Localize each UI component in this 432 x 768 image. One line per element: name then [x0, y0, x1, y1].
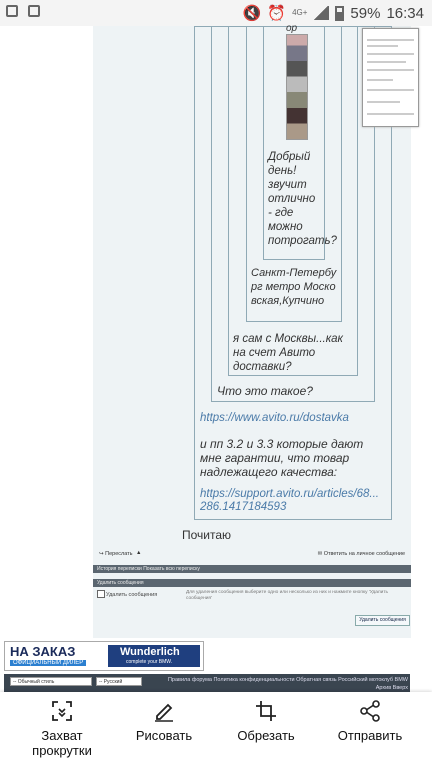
partial-text: ор	[286, 23, 298, 34]
quote-text-3: я сам с Москвы...как на счет Авито доставки?	[233, 333, 343, 373]
ad-slogan: complete your BMW.	[126, 659, 173, 665]
reply-private-button[interactable]: ✉ Ответить на личное сообщение	[317, 551, 405, 557]
footer-links[interactable]: Правила форума Политика конфиденциальности Обратная связь Российский мотоклуб BMW Архив Вверх	[167, 677, 408, 691]
web-page	[0, 23, 432, 768]
battery-icon	[335, 6, 344, 21]
wunderlich-banner[interactable]	[4, 641, 204, 671]
language-select[interactable]: -- Русский	[96, 677, 142, 686]
avito-support-link[interactable]: https://support.avito.ru/articles/68...286.1417184593	[200, 488, 379, 513]
share-button[interactable]: Отправить	[316, 700, 424, 743]
image-icon	[28, 5, 40, 17]
ad-subtitle: ОФИЦИАЛЬНЫЙ ДИЛЕР	[10, 660, 86, 666]
notification-icon	[6, 5, 18, 17]
draw-button[interactable]: Рисовать	[110, 700, 218, 743]
delete-checkbox[interactable]	[97, 590, 105, 598]
alarm-icon: ⏰	[267, 5, 287, 22]
capture-scroll-button[interactable]: Захват прокрутки	[8, 700, 116, 758]
quote-text-2: Санкт-Петербург метро Московская,Купчино	[251, 267, 337, 307]
crop-button[interactable]: Обрезать	[212, 700, 320, 743]
page-preview-thumbnail[interactable]	[362, 28, 419, 127]
network-type: 4G+	[292, 8, 308, 17]
delete-checkbox-label: Удалить сообщения	[106, 592, 158, 598]
pen-icon	[110, 700, 218, 722]
attached-photo-strip[interactable]	[286, 34, 308, 140]
crop-icon	[212, 700, 320, 722]
quote-text-5: и пп 3.2 и 3.3 которые дают мне гарантии, что товар надлежащего качества:	[200, 437, 364, 479]
delete-messages-button[interactable]: Удалить сообщения	[355, 615, 410, 626]
ad-title: НА ЗАКАЗ	[10, 644, 76, 659]
post-actions	[93, 550, 411, 562]
clock: 16:34	[386, 4, 424, 22]
wunderlich-logo	[108, 645, 200, 667]
reply-text: Почитаю	[182, 528, 232, 542]
history-bar[interactable]: История переписки Показать всю переписку	[93, 565, 411, 573]
quote-text-1: Добрый день! звучит отлично - где можно потрогать?	[268, 151, 337, 247]
scroll-capture-icon	[8, 700, 116, 722]
delete-section-header: Удалить сообщения	[93, 579, 411, 587]
report-icon[interactable]: ▲	[136, 550, 142, 556]
delete-hint: Для удаления сообщения выберите одно или несколько из них и нажмите кнопку 'Удалить сообщения'	[186, 590, 389, 601]
share-icon	[316, 700, 424, 722]
battery-level: 59%	[350, 4, 381, 22]
signal-icon	[313, 6, 329, 20]
avito-delivery-link[interactable]: https://www.avito.ru/dostavka	[200, 412, 349, 424]
screenshot-toolbar	[0, 692, 432, 768]
forward-button[interactable]: ↪ Переслать	[99, 551, 133, 557]
quote-text-4: Что это такое?	[217, 384, 313, 398]
mute-icon: 🔇	[242, 5, 262, 22]
style-select[interactable]: -- Обычный стиль	[10, 677, 92, 686]
ad-brand: Wunderlich	[120, 646, 180, 658]
status-bar	[0, 0, 432, 26]
